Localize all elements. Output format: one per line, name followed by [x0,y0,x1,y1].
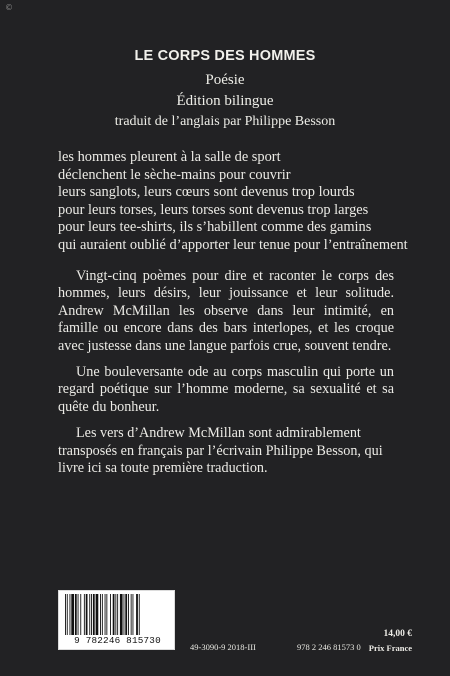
corner-mark: © [5,3,14,12]
barcode-digits: 9 782246 815730 [74,635,161,646]
translator-credit: traduit de l’anglais par Philippe Besson [114,114,336,129]
price: 14,00 € [383,629,412,639]
barcode-bar [89,594,90,635]
poem-excerpt [58,149,408,255]
barcode [58,590,175,650]
barcode-bar [110,594,111,635]
barcode-bar [67,594,68,635]
poem-line: déclenchent le sèche-mains pour couvrir [58,166,291,183]
barcode-bar [96,594,99,635]
barcode-bar [84,594,85,635]
barcode-bar [120,594,123,635]
blurb-paragraph: Les vers d’Andrew McMillan sont admirablement transposés en français par l’écrivain Philippe Besson, qui livre ici sa toute première traduction. [58,425,383,477]
barcode-bar [102,594,103,635]
barcode-bar [93,594,95,635]
barcode-bar [71,594,74,635]
poem-line: leurs sanglots, leurs cœurs sont devenus trop lourds [58,184,355,201]
barcode-bar [91,594,92,635]
barcode-bar [65,594,66,635]
poem-line: pour leurs torses, leurs torses sont devenus trop larges [58,201,369,218]
barcode-bar [128,594,129,635]
barcode-bar [117,594,118,635]
barcode-bar [133,594,134,635]
barcode-bar [86,594,88,635]
isbn: 978 2 246 81573 0 [297,642,361,652]
barcode-bar [113,594,115,635]
book-title: LE CORPS DES HOMMES [134,48,316,64]
barcode-bar [75,594,77,635]
blurb-paragraph: Une bouleversante ode au corps masculin qui porte un regard poétique sur l’homme moderne, sa sexualité et sa quête du bonheur. [58,364,394,415]
barcode-bar [80,594,81,635]
barcode-bar [136,594,138,635]
barcode-bar [105,594,106,635]
reference-code: 49-3090-9 2018-III [190,642,256,652]
barcode-bar [106,594,107,635]
barcode-bar [115,594,116,635]
barcode-bar [125,594,127,635]
poem-line: pour leurs tee-shirts, ils s’habillent comme des gamins [58,219,372,236]
price-label: Prix France [368,643,412,653]
genre-label: Poésie [205,72,245,88]
barcode-bars [65,594,170,635]
barcode-bar [70,594,71,635]
edition-label: Édition bilingue [176,93,274,109]
poem-line: qui auraient oublié d’apporter leur tenue pour l’entraînement [58,236,408,253]
barcode-bar [124,594,125,635]
blurb-paragraph: Vingt-cinq poèmes pour dire et raconter le corps des hommes, leurs désirs, leur jouissance et leur solitude. Andrew McMillan les observe dans leur intimité, en famille ou encore dans des bars interlopes, et les croque avec justesse dans une langue parfois crue, souvent tendre. [58,268,394,354]
barcode-bar [100,594,101,635]
barcode-bar [78,594,79,635]
poem-line: les hommes pleurent à la salle de sport [58,149,281,165]
barcode-bar [139,594,140,635]
back-cover-blurb [58,268,394,486]
barcode-bar [131,594,132,635]
